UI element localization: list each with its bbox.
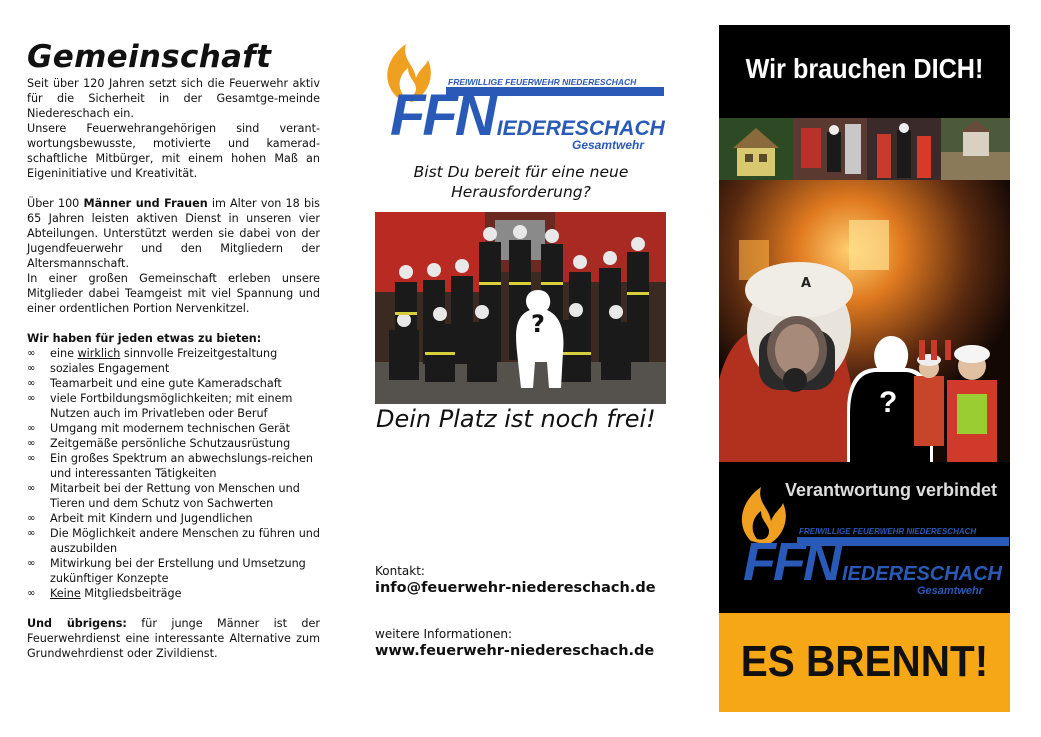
- photo-question-mark: ?: [531, 310, 545, 338]
- offer-item-text: Zeitgemäße persönliche Schutzausrüstung: [50, 437, 291, 450]
- offer-list-item: [27, 391, 320, 421]
- poster-logo-ff: FF: [743, 532, 803, 592]
- photo-strip-water: [941, 118, 1010, 180]
- offer-item-text: viele Fortbildungsmöglichkeiten; mit einem Nutzen auch im Privatleben oder Beruf: [50, 392, 293, 420]
- offer-item-text: Umgang mit modernem technischen Gerät: [50, 422, 291, 435]
- offer-item-text: Die Möglichkeit andere Menschen zu führen und auszubilden: [50, 527, 320, 555]
- silhouette-question-mark: ?: [879, 386, 898, 419]
- offer-heading: [27, 331, 320, 346]
- contact-label: Kontakt:: [375, 564, 425, 578]
- offer-item-text: Mitwirkung bei der Erstellung und Umsetzung zukünftiger Konzepte: [50, 557, 306, 585]
- helmet-letter: A: [801, 276, 812, 291]
- poster-headline: Wir brauchen DICH!: [745, 53, 984, 84]
- bullet-icon: ∞: [27, 348, 36, 359]
- offer-list-item: [27, 526, 320, 556]
- offer-list-item: [27, 421, 320, 436]
- offer-item-text: eine: [50, 347, 78, 360]
- platz-slogan: Dein Platz ist noch frei!: [376, 405, 656, 433]
- bullet-icon: ∞: [27, 423, 36, 434]
- offer-list-item: [27, 361, 320, 376]
- offer-item-text-end: sinnvolle Freizeitgestaltung: [120, 347, 278, 360]
- offer-list-item: [27, 436, 320, 451]
- bullet-icon: ∞: [27, 528, 36, 539]
- info-label: weitere Informationen:: [375, 627, 512, 641]
- fire-scene: [719, 180, 1010, 462]
- offer-item-text: Ein großes Spektrum an abwechslungs-reichen und interessanten Tätigkeiten: [50, 452, 313, 480]
- logo-small-text: FREIWILLIGE FEUERWEHR NIEDERESCHACH: [448, 77, 637, 87]
- poster-logo-subtitle: Gesamtwehr: [917, 585, 984, 597]
- left-column: [27, 40, 320, 661]
- poster-logo-rest: IEDERESCHACH: [841, 563, 1003, 585]
- bullet-icon: ∞: [27, 378, 36, 389]
- closing-paragraph: [27, 616, 320, 661]
- photo-strip-house: [719, 118, 793, 180]
- page-title: Gemeinschaft: [27, 39, 272, 75]
- poster-panel: [719, 25, 1010, 712]
- offer-item-underlined: wirklich: [77, 347, 121, 360]
- offer-list-item: [27, 451, 320, 481]
- photo-strip-rescue: [793, 118, 867, 180]
- closing-text: für junge Männer ist der Feuerwehrdienst eine interessante Alternative zum Grundwehrdienst oder Zivildienst.: [27, 617, 320, 660]
- offer-item-text: Teamarbeit und eine gute Kameradschaft: [50, 377, 282, 390]
- bullet-icon: ∞: [27, 513, 36, 524]
- offer-list-item: [27, 511, 320, 526]
- poster-logo-small-text: FREIWILLIGE FEUERWEHR NIEDERESCHACH: [799, 527, 977, 536]
- bullet-icon: ∞: [27, 588, 36, 599]
- bullet-icon: ∞: [27, 483, 36, 494]
- bullet-icon: ∞: [27, 393, 36, 404]
- offer-item-text: soziales Engagement: [50, 362, 170, 375]
- ffn-logo-poster: [733, 473, 1010, 597]
- offer-item-text: Mitarbeit bei der Rettung von Menschen und Tieren und dem Schutz von Sachwerten: [50, 482, 300, 510]
- offer-item-text: Arbeit mit Kindern und Jugendlichen: [50, 512, 253, 525]
- team-photo: [375, 212, 666, 404]
- community-paragraph: In einer großen Gemeinschaft erleben unsere Mitglieder dabei Teamgeist mit viel Spannung und einer ordentlichen Portion Nervenkitzel.: [27, 272, 320, 315]
- question-text: Bist Du bereit für eine neue Herausforderung?: [413, 163, 629, 201]
- bullet-icon: ∞: [27, 453, 36, 464]
- logo-n: N: [454, 83, 497, 148]
- brennt-banner: [719, 613, 1010, 712]
- photo-strip-firefighters: [867, 118, 941, 180]
- age-text-end: im Alter von 18 bis 65 Jahren leisten aktiven Dienst in unseren vier Abteilungen. Unterstützt werden sie dabei von der Jugendfeuerwehr und den Mitgliedern der Altersmannschaft.: [27, 197, 321, 270]
- age-text-bold: Männer und Frauen: [83, 197, 208, 210]
- logo-ff: FF: [390, 83, 455, 148]
- offer-list-item: [27, 481, 320, 511]
- offer-item-underlined: Keine: [50, 587, 81, 600]
- tagline: Verantwortung verbindet: [785, 480, 998, 500]
- logo-rest: IEDERESCHACH: [496, 117, 665, 140]
- offer-heading-text: Wir haben für jeden etwas zu bieten:: [27, 332, 262, 345]
- intro-paragraph: Seit über 120 Jahren setzt sich die Feuerwehr aktiv für die Sicherheit in der Gesamtge-meinde Niedereschach ein.: [27, 77, 320, 120]
- age-text-start: Über 100: [27, 197, 84, 210]
- info-url[interactable]: www.feuerwehr-niedereschach.de: [375, 643, 655, 659]
- age-paragraph: [27, 196, 320, 271]
- offer-list-item: [27, 376, 320, 391]
- offer-list: [27, 346, 320, 601]
- brennt-text: ES BRENNT!: [740, 637, 989, 686]
- ffn-logo-top: [376, 38, 666, 156]
- offer-list-item: [27, 586, 320, 601]
- bullet-icon: ∞: [27, 438, 36, 449]
- offer-item-text-end: Mitgliedsbeiträge: [80, 587, 182, 600]
- closing-bold: Und übrigens:: [27, 617, 127, 630]
- offer-list-item: [27, 346, 320, 361]
- contact-email[interactable]: info@feuerwehr-niedereschach.de: [375, 580, 656, 596]
- offer-list-item: [27, 556, 320, 586]
- logo-subtitle: Gesamtwehr: [572, 138, 645, 152]
- bullet-icon: ∞: [27, 363, 36, 374]
- members-paragraph: Unsere Feuerwehrangehörigen sind verant-wortungsbewusste, motivierte und kamerad-schaftliche Mitbürger, mit einem hohen Maß an Eigeninitiative und Kreativität.: [27, 122, 320, 180]
- bullet-icon: ∞: [27, 558, 36, 569]
- poster-logo-n: N: [802, 532, 842, 592]
